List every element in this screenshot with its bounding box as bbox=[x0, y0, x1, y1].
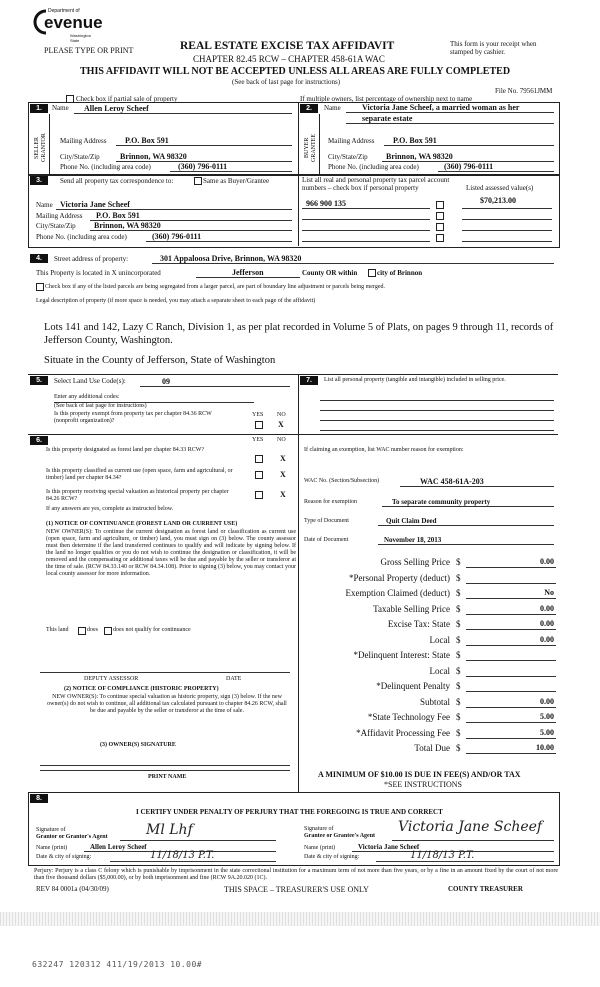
section-2-number: 2. bbox=[300, 104, 318, 113]
grantor-sig-label-2: Grantor or Grantor's Agent bbox=[36, 834, 108, 840]
section-6-number: 6. bbox=[30, 436, 48, 445]
section-3-number: 3. bbox=[30, 176, 48, 185]
tax-row-label: Gross Selling Price bbox=[380, 557, 450, 567]
current-use-question: Is this property classified as current use (open space, farm and agricultural, or timber) land per chapter 84.34? bbox=[46, 468, 233, 481]
logo-sub-text: Washington State bbox=[70, 33, 91, 43]
tax-row-label: *Delinquent Interest: State bbox=[353, 650, 450, 660]
tax-row bbox=[300, 632, 560, 648]
tax-row-value: 0.00 bbox=[540, 619, 554, 628]
chapter-subtitle: CHAPTER 82.45 RCW – CHAPTER 458-61A WAC bbox=[193, 54, 385, 64]
tax-row-dollar: $ bbox=[456, 572, 461, 583]
tax-row bbox=[300, 585, 560, 601]
same-as-buyer-label: Same as Buyer/Grantee bbox=[203, 177, 270, 185]
parcel-list-label: List all real and personal property tax parcel account numbers – check box if personal property bbox=[302, 176, 450, 192]
grantor-sig-label-1: Signature of bbox=[36, 827, 66, 833]
buyer-name-line1: Victoria Jane Scheef, a married woman as her bbox=[362, 103, 520, 112]
additional-codes-label: Enter any additional codes: bbox=[54, 394, 120, 400]
tax-row-label: Local bbox=[429, 634, 450, 645]
tax-row-dollar: $ bbox=[456, 650, 461, 660]
owner-signature-label: (3) OWNER(S) SIGNATURE bbox=[100, 742, 176, 748]
tax-row-dollar: $ bbox=[456, 603, 461, 614]
city-of-label: city of Brinnon bbox=[377, 269, 423, 277]
exemption-wac-label: If claiming an exemption, list WAC number reason for exemption: bbox=[304, 447, 464, 453]
grantee-name-label: Name (print) bbox=[304, 845, 336, 851]
section-1-number: 1. bbox=[30, 104, 48, 113]
tax-row-label: *Delinquent Penalty bbox=[376, 681, 450, 691]
page-title: REAL ESTATE EXCISE TAX AFFIDAVIT bbox=[180, 40, 395, 52]
buyer-name-label: Name bbox=[324, 104, 341, 112]
historic-no-mark: X bbox=[280, 490, 286, 499]
multiple-owners-note: If multiple owners, list percentage of ownership next to name bbox=[300, 95, 473, 103]
grantor-print-name: Allen Leroy Scheef bbox=[90, 843, 147, 851]
historic-yes-checkbox[interactable] bbox=[255, 491, 263, 499]
perjury-notice: Perjury: Perjury is a class C felony which is punishable by imprisonment in the state correctional institution for a maximum term of not more than five years, or by a fine in an amount fixed by the court of not more than five thousand dollars ($5,000.00), or by both imprisonment and fine (RCW 9A.20.020 (1C). bbox=[34, 868, 558, 881]
minimum-due-note: A MINIMUM OF $10.00 IS DUE IN FEE(S) AND/OR TAX bbox=[318, 770, 521, 779]
notice-compliance-body: NEW OWNER(S): To continue special valuation as historic property, sign (3) below. If the new owner(s) do not wish to continue, all additional tax calculated pursuant to chapter 84.26 RCW, shall be due and payable by the seller or transferor at the time of sale. bbox=[47, 694, 287, 714]
land-use-code: 09 bbox=[162, 377, 170, 386]
grantee-print-name: Victoria Jane Scheef bbox=[358, 843, 420, 851]
tax-row-value: 5.00 bbox=[540, 727, 554, 737]
legal-situate: Situate in the County of Jefferson, State of Washington bbox=[44, 355, 276, 366]
tax-row-dollar: $ bbox=[456, 665, 461, 676]
tax-row-label: Total Due bbox=[414, 743, 450, 753]
tax-row bbox=[300, 725, 560, 741]
tax-row bbox=[300, 647, 560, 663]
does-not-label: does not qualify for continuance bbox=[113, 627, 191, 633]
partial-sale-label: Check box if partial sale of property bbox=[76, 95, 178, 103]
does-not-checkbox[interactable] bbox=[104, 627, 112, 635]
tax-row bbox=[300, 554, 560, 570]
grantee-sig-label-2: Grantee or Grantee's Agent bbox=[304, 833, 376, 839]
tax-row bbox=[300, 570, 560, 586]
buyer-name-line2: separate estate bbox=[362, 114, 413, 123]
tax-row-value: 0.00 bbox=[540, 603, 554, 613]
personal-property-checkbox-2[interactable] bbox=[436, 212, 444, 220]
s5-yes-label: YES bbox=[252, 412, 264, 418]
corr-phone-label: Phone No. (including area code) bbox=[36, 233, 127, 241]
tax-row-dollar: $ bbox=[456, 712, 461, 722]
tax-row bbox=[300, 678, 560, 694]
tax-row-label: *Personal Property (deduct) bbox=[349, 572, 450, 583]
parcel-number: 966 900 135 bbox=[306, 199, 346, 208]
grantee-date-city: 11/18/13 P.T. bbox=[410, 850, 475, 861]
tax-row-dollar: $ bbox=[456, 557, 461, 567]
seller-phone-label: Phone No. (including area code) bbox=[60, 163, 151, 171]
tax-row-dollar: $ bbox=[456, 619, 461, 629]
tax-row-value: 0.00 bbox=[540, 696, 554, 706]
file-number: File No. 79561JMM bbox=[495, 87, 553, 95]
see-back-note: (See back of last page for instructions) bbox=[232, 78, 341, 86]
warning-banner: THIS AFFIDAVIT WILL NOT BE ACCEPTED UNLESS ALL AREAS ARE FULLY COMPLETED bbox=[80, 66, 511, 77]
send-correspondence-label: Send all property tax correspondence to: bbox=[60, 177, 174, 185]
deputy-assessor-label: DEPUTY ASSESSOR bbox=[84, 676, 139, 682]
grantee-date-label: Date & city of signing: bbox=[304, 854, 360, 860]
grantor-date-city: 11/18/13 P.T. bbox=[150, 850, 215, 861]
tax-row-label: Exemption Claimed (deduct) bbox=[345, 588, 450, 598]
treasurer-use-label: THIS SPACE – TREASURER'S USE ONLY bbox=[224, 885, 369, 894]
tax-row bbox=[300, 709, 560, 725]
tax-row-dollar: $ bbox=[456, 634, 461, 645]
same-as-buyer-checkbox[interactable] bbox=[194, 177, 202, 185]
grantor-signature: Ml Lhf bbox=[146, 822, 193, 838]
current-use-no-mark: X bbox=[280, 470, 286, 479]
scan-border-band bbox=[0, 912, 600, 926]
tax-row-label: Local bbox=[429, 665, 450, 676]
tax-row-value: 0.00 bbox=[540, 634, 554, 644]
corr-name-label: Name bbox=[36, 201, 53, 209]
document-date-label: Date of Document bbox=[304, 537, 349, 543]
city-of-checkbox[interactable] bbox=[368, 269, 376, 277]
seller-city: Brinnon, WA 98320 bbox=[120, 152, 187, 161]
county-name: Jefferson bbox=[232, 268, 264, 277]
exemption-reason-label: Reason for exemption bbox=[304, 499, 357, 505]
tax-row-dollar: $ bbox=[456, 588, 461, 598]
forest-no-mark: X bbox=[280, 454, 286, 463]
section-4-number: 4. bbox=[30, 254, 48, 263]
segregated-checkbox[interactable] bbox=[36, 283, 44, 291]
does-checkbox[interactable] bbox=[78, 627, 86, 635]
historic-question: Is this property receiving special valuation as historical property per chapter 84.26 RCW? bbox=[46, 489, 229, 502]
notice-compliance-title: (2) NOTICE OF COMPLIANCE (HISTORIC PROPERTY) bbox=[64, 686, 219, 692]
county-or-label: County OR within bbox=[302, 269, 358, 277]
seller-mail-label: Mailing Address bbox=[60, 137, 107, 145]
assessed-value: $70,213.00 bbox=[480, 196, 516, 205]
legal-description-label: Legal description of property (if more space is needed, you may attach a separate sheet to each page of the affidavit) bbox=[36, 298, 316, 304]
recording-stamp: 632247 120312 411/19/2013 10.00# bbox=[32, 960, 203, 969]
corr-city: Brinnon, WA 98320 bbox=[94, 221, 161, 230]
revision-code: REV 84 0001a (04/30/09) bbox=[36, 885, 109, 893]
corr-city-label: City/State/Zip bbox=[36, 222, 76, 230]
section-7-number: 7. bbox=[300, 376, 318, 385]
forest-land-question: Is this property designated as forest land per chapter 84.33 RCW? bbox=[46, 447, 205, 453]
please-type-label: PLEASE TYPE OR PRINT bbox=[44, 46, 134, 55]
exempt-question: Is this property exempt from property tax per chapter 84.36 RCW (nonprofit organization)? bbox=[54, 411, 212, 424]
tax-row-value: 10.00 bbox=[536, 743, 554, 752]
tax-row-dollar: $ bbox=[456, 681, 461, 691]
wac-number: WAC 458-61A-203 bbox=[420, 477, 484, 486]
grantor-name-label: Name (print) bbox=[36, 845, 68, 851]
notice-continuance-body: NEW OWNER(S): To continue the current designation as forest land or classification as current use (open space, farm and agriculture, or timber) land, you must sign on (3) below. The county assessor must then determine if the land transferred continues to qualify and will indicate by signing below. If the land no longer qualifies or you do not wish to continue the designation or classification, it will be removed and the compensating or additional taxes will be due and payable by the seller or transferor at the time of sale. (RCW 84.33.140 or RCW 84.34.108). Prior to signing (3) below, you may contact your local county assessor for more information. bbox=[46, 529, 296, 577]
forest-yes-checkbox[interactable] bbox=[255, 455, 263, 463]
street-address-label: Street address of property: bbox=[54, 255, 129, 263]
revenue-logo bbox=[30, 6, 103, 43]
s6-no-label: NO bbox=[277, 437, 286, 443]
personal-property-checkbox-4[interactable] bbox=[436, 234, 444, 242]
logo-small-text: Department of bbox=[48, 8, 80, 14]
print-name-label: PRINT NAME bbox=[148, 774, 187, 780]
tax-row-value: No bbox=[544, 588, 554, 597]
county-treasurer-label: COUNTY TREASURER bbox=[448, 885, 523, 893]
document-type-label: Type of Document bbox=[304, 518, 349, 524]
section-5-number: 5. bbox=[30, 376, 48, 385]
notice-continuance-title: (1) NOTICE OF CONTINUANCE (FOREST LAND OR CURRENT USE) bbox=[46, 521, 238, 527]
exemption-reason: To separate community property bbox=[392, 498, 491, 506]
tax-row bbox=[300, 601, 560, 617]
tax-row-dollar: $ bbox=[456, 696, 461, 707]
grantee-sig-label-1: Signature of bbox=[304, 826, 334, 832]
seller-city-label: City/State/Zip bbox=[60, 153, 100, 161]
this-land-label: This land bbox=[46, 627, 69, 633]
buyer-city-label: City/State/Zip bbox=[328, 153, 368, 161]
receipt-note: This form is your receipt when stamped by cashier. bbox=[450, 40, 537, 56]
tax-row-label: *State Technology Fee bbox=[367, 712, 450, 722]
see-instructions-note: *SEE INSTRUCTIONS bbox=[384, 780, 463, 789]
legal-description: Lots 141 and 142, Lazy C Ranch, Division 1, as per plat recorded in Volume 5 of Plats, on pages 9 through 11, records of Jefferson County, Washington. bbox=[44, 322, 554, 346]
logo-big-text: evenue bbox=[44, 13, 103, 32]
tax-row bbox=[300, 694, 560, 710]
tax-row-label: Taxable Selling Price bbox=[373, 603, 450, 614]
tax-row bbox=[300, 663, 560, 679]
tax-row bbox=[300, 616, 560, 632]
if-yes-note: If any answers are yes, complete as instructed below. bbox=[46, 506, 174, 512]
s6-yes-label: YES bbox=[252, 437, 264, 443]
corr-phone: (360) 796-0111 bbox=[152, 232, 202, 241]
tax-row-value: 0.00 bbox=[540, 557, 554, 566]
buyer-city: Brinnon, WA 98320 bbox=[386, 152, 453, 161]
land-use-label: Select Land Use Code(s): bbox=[54, 377, 126, 385]
exempt-yes-checkbox[interactable] bbox=[255, 421, 263, 429]
personal-property-checkbox-3[interactable] bbox=[436, 223, 444, 231]
located-label: This Property is located in X unincorporated bbox=[36, 269, 161, 277]
buyer-mail: P.O. Box 591 bbox=[393, 136, 437, 145]
tax-row-dollar: $ bbox=[456, 727, 461, 738]
section-8-number: 8. bbox=[30, 794, 48, 803]
segregated-label: Check box if any of the listed parcels are being segregated from a larger parcel, are part of boundary line adjustment or parcels being merged. bbox=[45, 284, 385, 290]
personal-property-checkbox-1[interactable] bbox=[436, 201, 444, 209]
tax-row-label: Subtotal bbox=[419, 696, 450, 707]
land-use-see-back: (See back of last page for instructions) bbox=[54, 403, 147, 409]
document-date: November 18, 2013 bbox=[384, 536, 442, 544]
buyer-phone-label: Phone No. (including area code) bbox=[328, 163, 419, 171]
buyer-grantee-label: BUYER GRANTEE bbox=[304, 134, 317, 162]
grantee-signature: Victoria Jane Scheef bbox=[398, 819, 543, 835]
tax-row bbox=[300, 740, 560, 756]
corr-mail-label: Mailing Address bbox=[36, 212, 83, 220]
buyer-phone: (360) 796-0111 bbox=[444, 162, 494, 171]
document-type: Quit Claim Deed bbox=[386, 517, 437, 525]
does-label: does bbox=[87, 627, 98, 633]
personal-property-label: List all personal property (tangible and intangible) included in selling price. bbox=[324, 377, 506, 383]
deputy-date-label: DATE bbox=[226, 676, 242, 682]
tax-row-dollar: $ bbox=[456, 743, 461, 753]
current-use-yes-checkbox[interactable] bbox=[255, 471, 263, 479]
seller-mail: P.O. Box 591 bbox=[125, 136, 169, 145]
seller-name-label: Name bbox=[52, 104, 69, 112]
grantor-date-label: Date & city of signing: bbox=[36, 854, 92, 860]
corr-name: Victoria Jane Scheef bbox=[60, 200, 130, 209]
seller-name: Allen Leroy Scheef bbox=[84, 104, 149, 113]
street-address: 301 Appaloosa Drive, Brinnon, WA 98320 bbox=[160, 254, 302, 263]
certify-statement: I CERTIFY UNDER PENALTY OF PERJURY THAT THE FOREGOING IS TRUE AND CORRECT bbox=[136, 808, 443, 816]
buyer-mail-label: Mailing Address bbox=[328, 137, 375, 145]
tax-row-label: Excise Tax: State bbox=[387, 619, 450, 629]
corr-mail: P.O. Box 591 bbox=[96, 211, 140, 220]
wac-number-label: WAC No. (Section/Subsection) bbox=[304, 478, 380, 484]
tax-row-label: *Affidavit Processing Fee bbox=[356, 727, 450, 738]
tax-computation-table bbox=[300, 554, 560, 754]
seller-grantor-label: SELLER GRANTOR bbox=[34, 133, 47, 163]
tax-row-value: 5.00 bbox=[540, 712, 554, 721]
seller-phone: (360) 796-0111 bbox=[178, 162, 228, 171]
exempt-no-mark: X bbox=[278, 420, 284, 429]
assessed-value-label: Listed assessed value(s) bbox=[466, 184, 534, 192]
s5-no-label: NO bbox=[277, 412, 286, 418]
